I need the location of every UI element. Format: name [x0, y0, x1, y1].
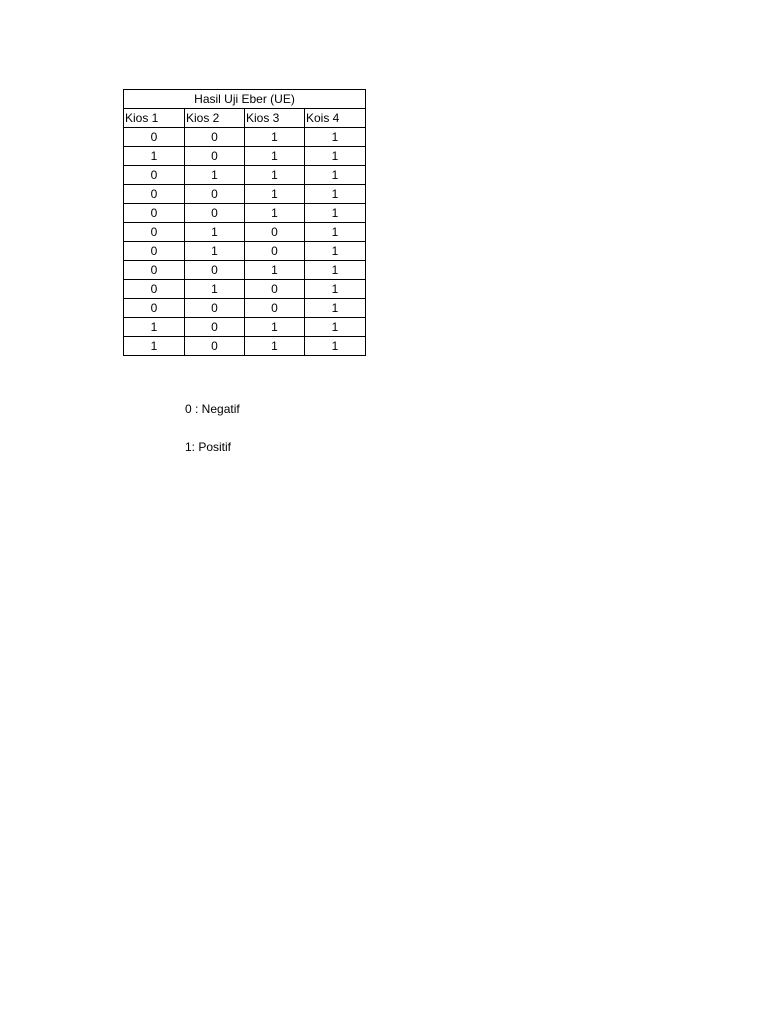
table-row: [124, 223, 366, 242]
table-row: [124, 204, 366, 223]
table-cell: 0: [185, 128, 245, 147]
table-cell: 0: [124, 242, 185, 261]
column-header-kios-2: Kios 2: [185, 109, 245, 128]
table-cell: 0: [124, 261, 185, 280]
table-cell: 0: [245, 223, 305, 242]
results-table: [123, 89, 366, 356]
table-cell: 0: [185, 185, 245, 204]
table-row: [124, 337, 366, 356]
legend-negative: 0 : Negatif: [185, 402, 240, 416]
table-cell: 1: [305, 147, 366, 166]
table-cell: 0: [245, 299, 305, 318]
table-cell: 1: [124, 318, 185, 337]
table-cell: 0: [124, 128, 185, 147]
table-cell: 0: [185, 318, 245, 337]
table-cell: 1: [245, 128, 305, 147]
table-cell: 1: [185, 166, 245, 185]
column-header-kios-1: Kios 1: [124, 109, 185, 128]
table-cell: 0: [124, 223, 185, 242]
table-cell: 0: [124, 299, 185, 318]
table-row: [124, 299, 366, 318]
table-row: [124, 280, 366, 299]
table-cell: 0: [185, 299, 245, 318]
table-cell: 1: [305, 318, 366, 337]
table-header-row: [124, 109, 366, 128]
table-row: [124, 185, 366, 204]
table-cell: 0: [124, 280, 185, 299]
table-row: [124, 147, 366, 166]
table-cell: 1: [245, 185, 305, 204]
table-cell: 1: [245, 166, 305, 185]
table-title-row: [124, 90, 366, 109]
table-cell: 1: [185, 223, 245, 242]
table-row: [124, 128, 366, 147]
table-row: [124, 318, 366, 337]
table-cell: 0: [185, 204, 245, 223]
table-cell: 0: [124, 166, 185, 185]
table-cell: 1: [305, 204, 366, 223]
table-cell: 1: [245, 147, 305, 166]
table-cell: 0: [185, 337, 245, 356]
table-cell: 1: [305, 337, 366, 356]
legend-positive: 1: Positif: [185, 440, 232, 454]
table-cell: 1: [245, 261, 305, 280]
table-cell: 1: [124, 147, 185, 166]
table-cell: 1: [305, 223, 366, 242]
table-row: [124, 261, 366, 280]
table-cell: 1: [305, 299, 366, 318]
table-cell: 1: [305, 261, 366, 280]
table-cell: 1: [305, 242, 366, 261]
table-title: Hasil Uji Eber (UE): [124, 90, 366, 109]
table-cell: 0: [185, 147, 245, 166]
table-cell: 1: [305, 185, 366, 204]
table-cell: 1: [185, 280, 245, 299]
table-cell: 1: [245, 337, 305, 356]
table-cell: 0: [245, 280, 305, 299]
table-cell: 0: [245, 242, 305, 261]
table-cell: 0: [124, 185, 185, 204]
table-cell: 0: [124, 204, 185, 223]
column-header-kios-3: Kios 3: [245, 109, 305, 128]
table-body: [124, 128, 366, 356]
table-cell: 1: [185, 242, 245, 261]
table-cell: 1: [305, 280, 366, 299]
table-cell: 1: [305, 166, 366, 185]
table-cell: 1: [245, 204, 305, 223]
table-row: [124, 166, 366, 185]
table-cell: 1: [305, 128, 366, 147]
table-cell: 1: [245, 318, 305, 337]
table-cell: 1: [124, 337, 185, 356]
table-row: [124, 242, 366, 261]
table-cell: 0: [185, 261, 245, 280]
column-header-kois-4: Kois 4: [305, 109, 366, 128]
